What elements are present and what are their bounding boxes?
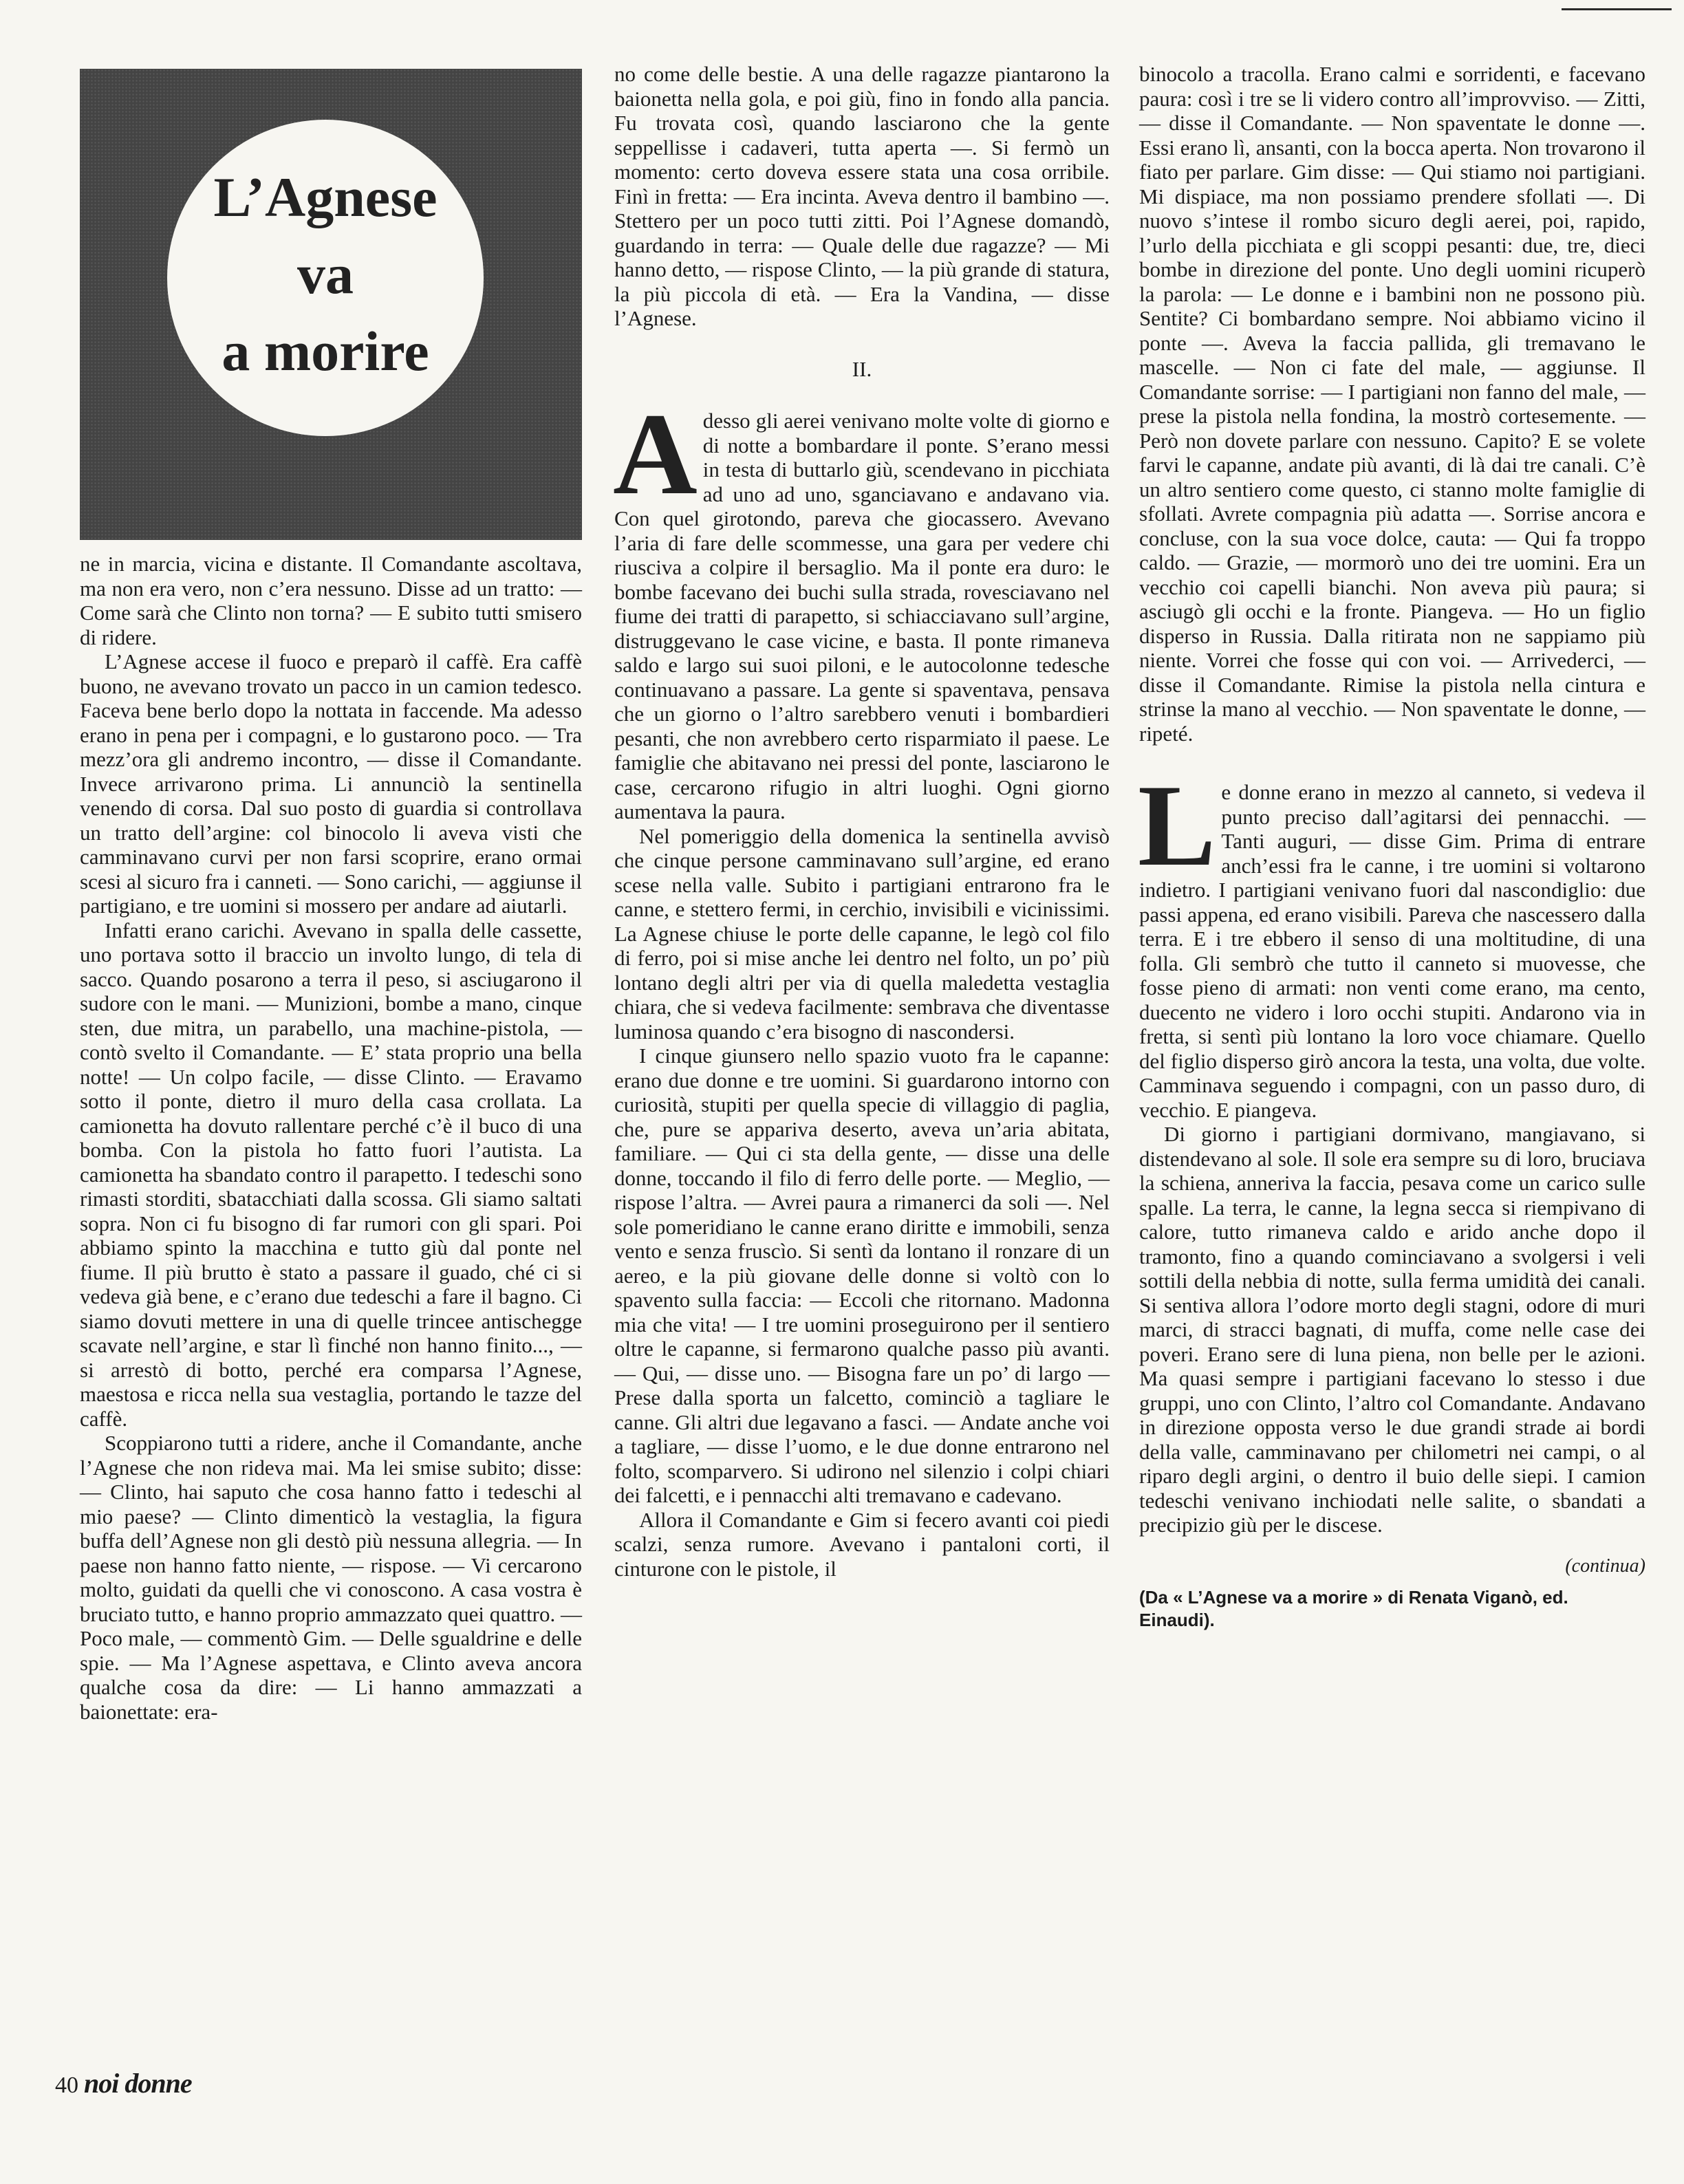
paragraph-text: e donne erano in mezzo al canneto, si vedeva il punto preciso dall’agitarsi dei pennacchi. — Tanti auguri, — disse Gim. Prima di entrare anch’essi fra le canne, i tre uomini si voltarono indietro. I partigiani venivano fuori dal nascondiglio: due passi appena, ed erano visibili. Pareva che nascessero dalla terra. E i tre ebbero il senso di una moltitudine, di una folla. Gli sembrò che tutto il canneto si muovesse, che fosse pieno di armati: non venti come erano, ma cento, duecento ne videro i loro occhi stupiti. Andarono via in fretta, si sentì più lontano la loro voce chiamare. Quello del figlio disperso girò ancora la testa, una volta, due volte. Camminava seguendo i compagni, con un passo duro, di vecchio. E piangeva. [1139, 780, 1645, 1122]
drop-cap: A [613, 389, 698, 519]
section-number: II. [852, 356, 872, 381]
page-number: 40 [55, 2073, 78, 2098]
paragraph: Allora il Comandante e Gim si fecero avanti coi piedi scalzi, senza rumore. Avevano i pantaloni corti, il cinturone con le pistole, il [614, 1507, 1110, 1581]
page-footer [55, 2067, 192, 2099]
paragraph: no come delle bestie. A una delle ragazze piantarono la baionetta nella gola, e poi giù, fino in fondo alla pancia. Fu trovata così, quando lasciarono che la gente seppellisse i cadaveri, tutta aperta —. Si fermò un momento: certo doveva essere stata una cosa orribile. Finì in fretta: — Era incinta. Aveva dentro il bambino —. Stettero per un poco tutti zitti. Poi l’Agnese domandò, guardando in terra: — Quale delle due ragazze? — Mi hanno detto, — rispose Clinto, — la più grande di statura, la più piccola di età. — Era la Vandina, — disse l’Agnese. [614, 62, 1110, 330]
paragraph: binocolo a tracolla. Erano calmi e sorridenti, e facevano paura: così i tre se li videro contro all’improvviso. — Zitti, — disse il Comandante. — Non spaventate le donne —. Essi erano lì, ansanti, con la bocca aperta. Non trovarono il fiato per parlare. Gim disse: — Qui stiamo noi partigiani. Mi dispiace, ma non possiamo prendere sfollati —. Di nuovo s’intese il rombo sicuro degli aerei, poi, rapido, l’urlo della picchiata e gli scoppi pesanti: due, tre, dieci bombe in direzione del ponte. Uno degli uomini ricuperò la parola: — Le donne e i bambini non ne possono più. Sentite? Ci bombardano sempre. Noi abbiamo vicino il ponte —. Aveva la faccia pallida, gli tremavano le mascelle. — Non ci fate del male, — aggiunse. Il Comandante sorrise: — I partigiani non fanno del male, — prese la pistola nella fondina, la mostrò cortesemente. — Però non dovete parlare con nessuno. Capito? E se volete farvi le capanne, andate più avanti, di là dai tre canali. C’è un altro sentiero come questo, ci stanno molte famiglie di sfollati. Avrete compagnia più adatta —. Sorrise ancora e concluse, con la sua voce dolce, cauta: — Qui fa troppo caldo. — Grazie, — mormorò uno dei tre uomini. Era un vecchio coi capelli bianchi. Non aveva più paura; si asciugò gli occhi e la fronte. Piangeva. — Ho un figlio disperso in Russia. Dalla ritirata non ne sappiamo più niente. Vorrei che fosse qui con voi. — Arrivederci, — disse il Comandante. Rimise la pistola nella cintura e strinse la mano al vecchio. — Non spaventate le donne, — ripeté. [1139, 62, 1645, 746]
paragraph-text: desso gli aerei venivano molte volte di giorno e di notte a bombardare il ponte. S’erano messi in testa di buttarlo giù, scendevano in picchiata ad uno ad uno, sganciavano e andavano via. Con quel girotondo, pareva che giocassero. Avevano l’aria di fare delle scommesse, una gara per vedere chi riusciva a colpire il bersaglio. Ma il ponte era duro: le bombe facevano dei buchi sulla strada, rovesciavano nel fiume dei tratti di parapetto, si schiacciavano sull’argine, distruggevano le case vicine, e basta. Il ponte rimaneva saldo e largo sui suoi piloni, e le autocolonne tedesche continuavano a passare. La gente si spaventava, pensava che un giorno o l’altro sarebbero venuti i bombardieri pesanti, che non avrebbero certo risparmiato il paese. Le famiglie che abitavano nei pressi del ponte, lasciarono le case, cercarono rifugio in altri luoghi. Ogni giorno aumentava la paura. [614, 409, 1110, 823]
drop-cap: L [1138, 761, 1216, 890]
title-block [80, 69, 582, 540]
paragraph: I cinque giunsero nello spazio vuoto fra le capanne: erano due donne e tre uomini. Si guardarono intorno con curiosità, stupiti per quella specie di villaggio di paglia, che, pure se appariva deserto, aveva un’aria abitata, familiare. — Qui ci sta della gente, — disse una delle donne, toccando il filo di ferro delle porte. — Meglio, — rispose l’altra. — Avrei paura a rimanerci da soli —. Nel sole pomeridiano le canne erano diritte e immobili, senza vento e senza fruscìo. Si sentì da lontano il ronzare di un aereo, e la più giovane delle donne si voltò con lo spavento sulla faccia: — Eccoli che ritornano. Madonna mia che vita! — I tre uomini proseguirono per il sentiero oltre le capanne, si fermarono qualche passo più avanti. — Qui, — disse uno. — Bisogna fare un po’ di largo — Prese dalla sporta un falcetto, cominciò a tagliare le canne. Gli altri due legavano a fasci. — Andate anche voi a tagliare, — disse l’uomo, e le due donne entrarono nel folto, scomparvero. Si udirono nel silenzio i colpi chiari dei falcetti, e i pennacchi alti tremavano e cadevano. [614, 1044, 1110, 1507]
paragraph: Scoppiarono tutti a ridere, anche il Comandante, anche l’Agnese che non rideva mai. Ma lei smise subito; disse: — Clinto, hai saputo che cosa hanno fatto i tedeschi al mio paese? — Clinto dimenticò la vestaglia, la figura buffa dell’Agnese non gli destò più nessuna allegria. — In paese non hanno fatto niente, — rispose. — Vi cercarono molto, guidati da quelli che vi conoscono. A casa vostra è bruciato tutto, e hanno proprio ammazzato quei quattro. — Poco male, — commentò Gim. — Delle sgualdrine e delle spie. — Ma l’Agnese aspettava, e Clinto aveva ancora qualche cosa da dire: — Li hanno ammazzati a baionettate: era- [80, 1431, 582, 1724]
text-column-2 [614, 62, 1110, 1581]
text-column-3 [1139, 62, 1645, 1632]
paragraph-with-dropcap [1138, 761, 1645, 1122]
paragraph-with-dropcap [613, 389, 1110, 824]
title-line-2: va [297, 243, 354, 305]
paragraph: Di giorno i partigiani dormivano, mangiavano, si distendevano al sole. Il sole era sempre su di loro, bruciava la schiena, anneriva la faccia, pesava come un carico sulle spalle. La terra, le canne, la legna secca si riempivano di calore, tutto rimaneva caldo e arido anche dopo il tramonto, fino a quando cominciavano a svolgersi i veli sottili della nebbia di notte, sulla ferma umidità dei canali. Si sentiva allora l’odore morto degli stagni, odore di muri marci, di stracci bagnati, di muffa, come nelle case dei poveri. Erano sere di luna piena, non belle per le azioni. Ma quasi sempre i partigiani facevano lo stesso i due gruppi, uno con Clinto, l’altro col Comandante. Andavano in direzione opposta verso le due grandi strade ai bordi della valle, camminavano per chilometri nei campi, o al riparo degli argini, o dentro il buio delle siepi. I camion tedeschi venivano inchiodati nelle salite, o sbandati a precipizio giù per le discese. [1139, 1122, 1645, 1537]
text-column-1 [80, 552, 582, 1724]
title-line-3: a morire [222, 320, 429, 382]
title-line-1: L’Agnese [213, 166, 438, 228]
continued-note: (continua) [1565, 1555, 1645, 1577]
title-circle [167, 120, 484, 436]
article-title [214, 159, 438, 390]
paragraph: ne in marcia, vicina e distante. Il Comandante ascoltava, ma non era vero, non c’era nessuno. Disse ad un tratto: — Come sarà che Clinto non torna? — E subito tutti smisero di ridere. [80, 552, 582, 649]
magazine-name: noi donne [84, 2068, 192, 2099]
source-note: (Da « L’Agnese va a morire » di Renata Viganò, ed. Einaudi). [1139, 1587, 1568, 1630]
top-rule [1562, 8, 1672, 10]
paragraph: Nel pomeriggio della domenica la sentinella avvisò che cinque persone camminavano sull’argine, ed erano scese nella valle. Subito i partigiani entrarono fra le canne, e stettero fermi, in cerchio, invisibili e vicinissimi. La Agnese chiuse le porte delle capanne, le legò col filo di ferro, poi si mise anche lei dentro nel folto, un po’ più lontano degli altri per via di quella maledetta vestaglia chiara, che si vedeva facilmente: sembrava che diventasse luminosa quando c’era bisogno di nascondersi. [614, 823, 1110, 1044]
paragraph: Infatti erano carichi. Avevano in spalla delle cassette, uno portava sotto il braccio un involto lungo, di tela di sacco. Quando posarono a terra il peso, si asciugarono il sudore con le mani. — Munizioni, bombe a mano, cinque sten, due mitra, un parabello, una machine-pistola, — contò svelto il Comandante. — E’ stata proprio una bella notte! — Un colpo facile, — disse Clinto. — Eravamo sotto il ponte, dietro il muro della casa crollata. La camionetta ha dovuto rallentare perché c’è il buco di una bomba. Con la pistola ho fatto fuori l’autista. La camionetta ha sbandato contro il parapetto. I tedeschi sono rimasti storditi, sbatacchiati dalla scossa. Gli siamo saltati sopra. Non ci fu bisogno di far rumori con gli spari. Poi abbiamo spinto la macchina e tutto giù dal ponte nel fiume. Il più brutto è stato a passare il guado, ché ci si vedeva già bene, e c’erano due tedeschi a fare il bagno. Ci siamo dovuti mettere in una di quelle trincee antischegge scavate nell’argine, e star lì finché non hanno finito..., — si arrestò di botto, perché era comparsa l’Agnese, maestosa e ricca nella sua vestaglia, portando le tazze del caffè. [80, 918, 582, 1431]
paragraph: L’Agnese accese il fuoco e preparò il caffè. Era caffè buono, ne avevano trovato un pacco in un camion tedesco. Faceva bene berlo dopo la nottata in faccende. Ma adesso erano in pena per i compagni, e lo gustarono poco. — Tra mezz’ora gli andremo incontro, — disse il Comandante. Invece arrivarono prima. Li annunciò la sentinella venendo di corsa. Dal suo posto di guardia si controllava un tratto dell’argine: col binocolo li aveva visti che camminavano curvi per non farsi scoprire, erano ormai scesi al sicuro fra i canneti. — Sono carichi, — aggiunse il partigiano, e tre uomini si mossero per andare ad aiutarli. [80, 649, 582, 918]
